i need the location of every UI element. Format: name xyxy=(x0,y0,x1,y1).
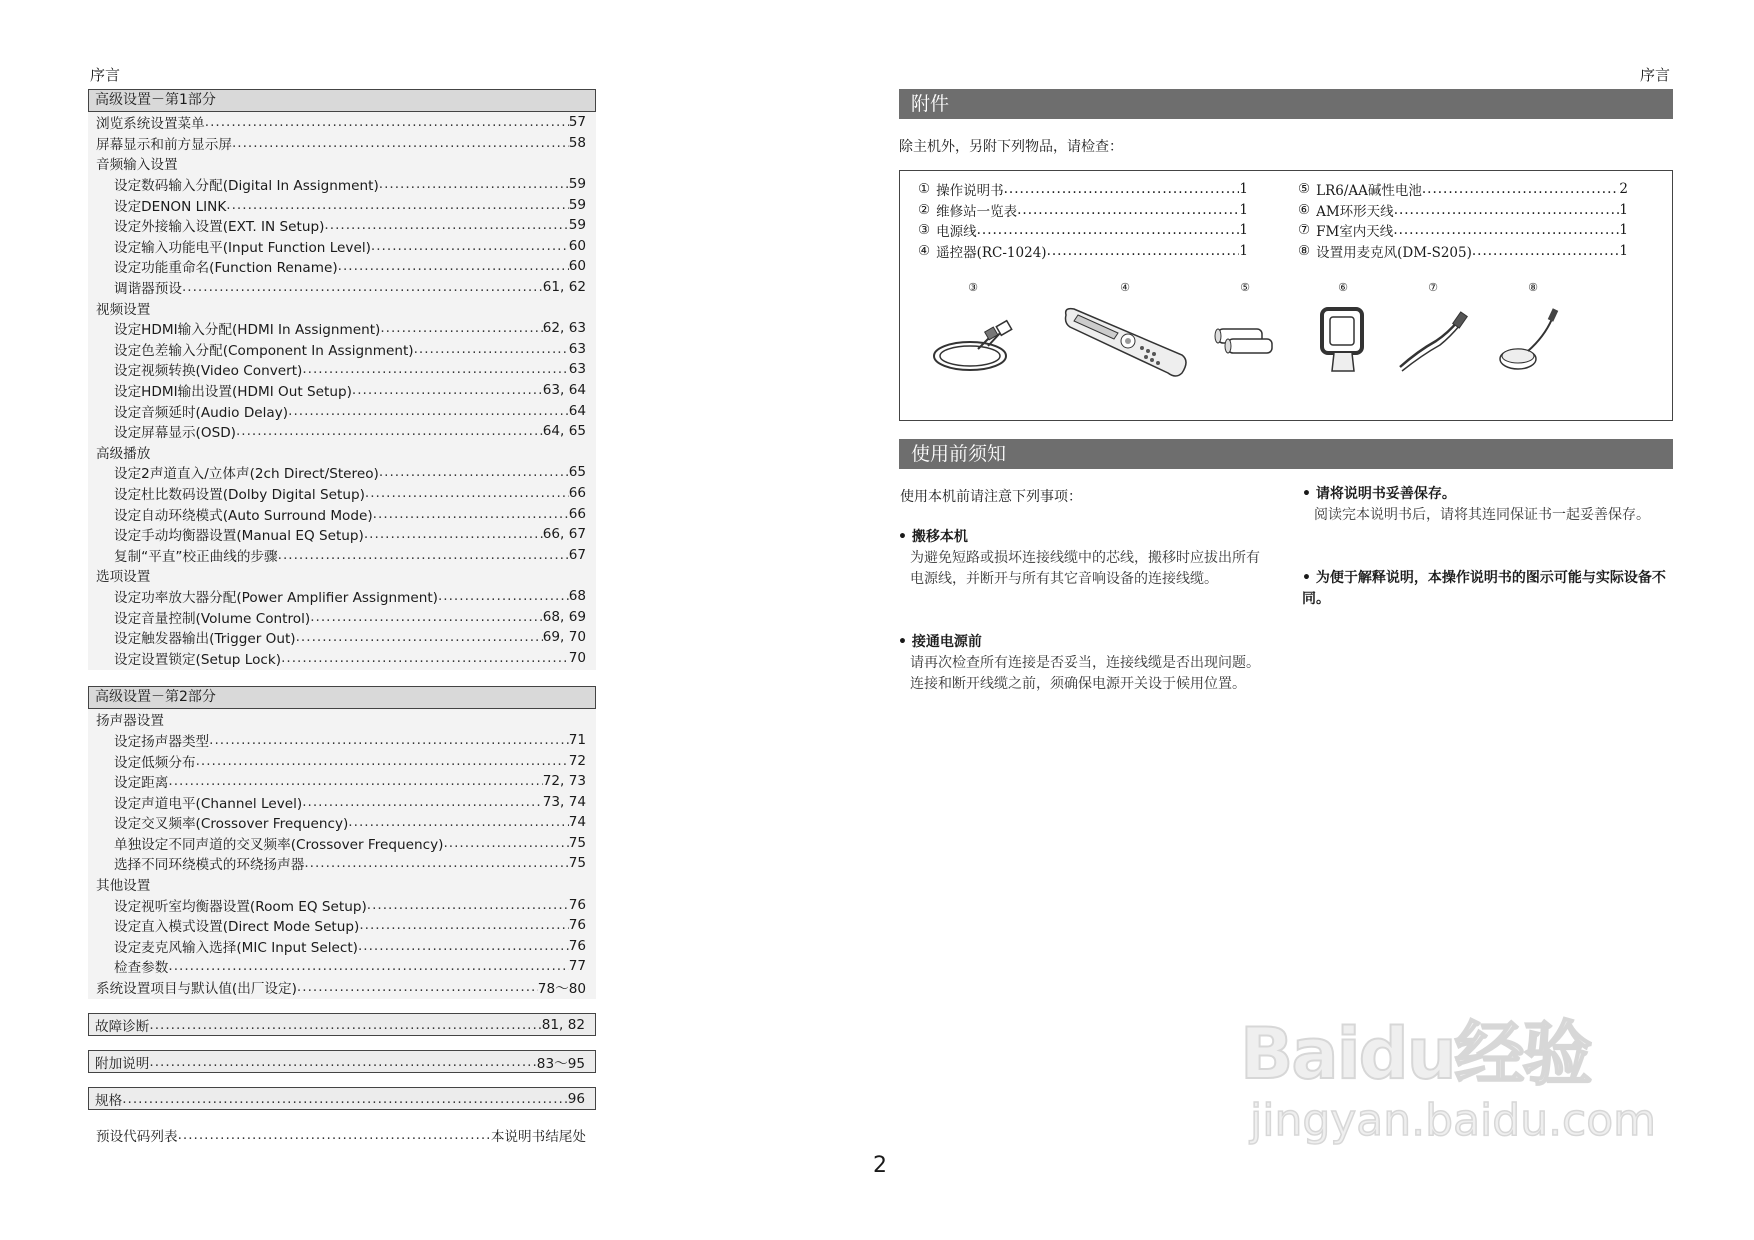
accessory-item xyxy=(1298,220,1628,241)
toc-entry-title: 设定设置锁定(Setup Lock) xyxy=(114,651,282,668)
accessories-list-right xyxy=(1298,179,1628,261)
toc-entry-page: 63 xyxy=(568,361,586,378)
toc-entry[interactable] xyxy=(88,586,596,607)
toc-entry-page: 67 xyxy=(568,546,586,563)
figure-label: ⑥ xyxy=(1338,281,1348,294)
toc-specs[interactable] xyxy=(88,1087,596,1110)
toc-entry-page: 63 xyxy=(568,340,586,357)
accessory-item xyxy=(1298,241,1628,262)
microphone-icon xyxy=(1488,301,1578,381)
toc-entry[interactable] xyxy=(88,256,596,277)
toc-entry[interactable] xyxy=(88,956,596,977)
toc-entry-page: 59 xyxy=(568,176,586,193)
toc-entry-page: 96 xyxy=(567,1090,585,1107)
accessories-intro: 除主机外，另附下列物品，请检查： xyxy=(899,139,1123,155)
toc-entry-page: 75 xyxy=(568,834,586,851)
toc-entry-title: 设定交叉频率(Crossover Frequency) xyxy=(114,816,349,833)
toc-entry-page: 59 xyxy=(568,196,586,213)
note-heading: • 搬移本机 xyxy=(898,527,1268,548)
toc-entry[interactable] xyxy=(88,730,596,751)
toc-entry-title: 调谐器预设 xyxy=(114,281,182,298)
toc-entry-title: 设定麦克风输入选择(MIC Input Select) xyxy=(114,939,358,956)
toc-entry-title: 设定HDMI输入分配(HDMI In Assignment) xyxy=(114,322,381,339)
toc-entry-title: 设定屏幕显示(OSD) xyxy=(114,425,236,442)
toc-entry-title: 高级播放 xyxy=(96,445,151,462)
toc-entry-title: 设定功能重命名(Function Rename) xyxy=(114,260,338,277)
toc-entry[interactable] xyxy=(88,133,596,154)
toc-entry-page: 64 xyxy=(568,402,586,419)
toc-entry-page: 74 xyxy=(568,814,586,831)
toc-entry[interactable] xyxy=(88,977,596,998)
accessory-name: LR6/AA碱性电池 xyxy=(1316,183,1422,200)
toc-entry-page: 70 xyxy=(568,649,586,666)
toc-entry[interactable] xyxy=(88,112,596,133)
toc-entry-title: 设定音频延时(Audio Delay) xyxy=(114,404,289,421)
toc-entry-title: 设定输入功能电平(Input Function Level) xyxy=(114,239,371,256)
toc-entry-page: 69, 70 xyxy=(542,629,586,646)
toc-entry-page: 63, 64 xyxy=(542,382,586,399)
toc-entry-title: 设定视听室均衡器设置(Room EQ Setup) xyxy=(114,898,367,915)
figure-power-cord xyxy=(928,281,1018,381)
accessory-quantity: 1 xyxy=(1619,222,1628,239)
toc-entry-title: 音频输入设置 xyxy=(96,157,178,174)
watermark-url: jingyan.baidu.com xyxy=(1250,1095,1657,1146)
note-illustrations xyxy=(1302,568,1672,610)
remote-control-icon xyxy=(1060,301,1190,381)
note-body: 为避免短路或损坏连接线缆中的芯线，搬移时应拔出所有电源线，并断开与所有其它音响设备的连接线缆。 xyxy=(910,550,1260,587)
accessory-name: 设置用麦克风(DM-S205) xyxy=(1316,244,1472,261)
accessory-number: ⑤ xyxy=(1298,181,1311,198)
toc-entry[interactable] xyxy=(88,853,596,874)
toc-entry-title: 设定视频转换(Video Convert) xyxy=(114,363,303,380)
toc-entry[interactable] xyxy=(88,936,596,957)
figure-fm-antenna xyxy=(1388,281,1478,381)
figure-label: ⑤ xyxy=(1240,281,1250,294)
toc-entry-title: 扬声器设置 xyxy=(96,713,164,730)
toc-entry-title: 设定触发器输出(Trigger Out) xyxy=(114,631,296,648)
am-loop-antenna-icon xyxy=(1298,301,1388,381)
toc-entry-title: 设定自动环绕模式(Auto Surround Mode) xyxy=(114,507,373,524)
toc-entry-page: 64, 65 xyxy=(542,423,586,440)
toc-part2-title: 高级设置－第2部分 xyxy=(88,686,596,709)
toc-entry-title: 复制“平直”校正曲线的步骤 xyxy=(114,548,278,565)
page-header-right: 序言 xyxy=(1640,66,1671,84)
precautions-intro: 使用本机前请注意下列事项： xyxy=(900,489,1082,505)
toc-entry[interactable] xyxy=(88,236,596,257)
toc-entry[interactable] xyxy=(88,627,596,648)
figure-label: ③ xyxy=(968,281,978,294)
toc-entry-title: 设定距离 xyxy=(114,775,169,792)
toc-entry-page: 73, 74 xyxy=(542,793,586,810)
toc-entry[interactable] xyxy=(88,647,596,668)
accessory-name: AM环形天线 xyxy=(1316,203,1394,220)
toc-entry-title: 设定杜比数码设置(Dolby Digital Setup) xyxy=(114,486,365,503)
precautions-heading: 使用前须知 xyxy=(899,439,1673,469)
toc-entry-page: 66 xyxy=(568,505,586,522)
toc-entry[interactable] xyxy=(88,812,596,833)
note-heading: • 接通电源前 xyxy=(898,632,1268,653)
accessory-number: ⑦ xyxy=(1298,222,1311,239)
toc-entry-title: 设定音量控制(Volume Control) xyxy=(114,610,311,627)
accessory-number: ① xyxy=(918,181,931,198)
note-body: 阅读完本说明书后，请将其连同保证书一起妥善保存。 xyxy=(1314,507,1650,523)
toc-entry[interactable] xyxy=(88,791,596,812)
toc-part1-title: 高级设置－第1部分 xyxy=(88,89,596,112)
toc-entry[interactable] xyxy=(88,544,596,565)
toc-entry[interactable] xyxy=(88,400,596,421)
toc-entry[interactable] xyxy=(88,894,596,915)
toc-entry-title: 设定低频分布 xyxy=(114,754,196,771)
accessory-quantity: 1 xyxy=(1239,222,1248,239)
note-body: 请再次检查所有连接是否妥当，连接线缆是否出现问题。连接和断开线缆之前，须确保电源开关设于候用位置。 xyxy=(910,655,1260,692)
toc-entry[interactable] xyxy=(88,421,596,442)
toc-entry-title: 故障诊断 xyxy=(95,1018,150,1035)
accessory-item xyxy=(1298,200,1628,221)
figure-batteries xyxy=(1200,281,1290,381)
note-moving-unit xyxy=(898,527,1268,590)
accessory-item xyxy=(918,179,1248,200)
page-header-left: 序言 xyxy=(90,66,121,84)
watermark xyxy=(1240,970,1660,1170)
toc-entry-page: 66, 67 xyxy=(542,526,586,543)
toc-entry-title: 检查参数 xyxy=(114,960,169,977)
accessory-name: 遥控器(RC-1024) xyxy=(936,244,1047,261)
toc-entry-page: 78～80 xyxy=(537,981,586,998)
toc-entry-title: 其他设置 xyxy=(96,878,151,895)
toc-entry-title: 设定2声道直入/立体声(2ch Direct/Stereo) xyxy=(114,466,379,483)
toc-entry-title: 设定外接输入设置(EXT. IN Setup) xyxy=(114,219,325,236)
accessory-item xyxy=(918,220,1248,241)
accessory-number: ⑧ xyxy=(1298,242,1311,259)
accessory-quantity: 2 xyxy=(1619,181,1628,198)
accessories-list-left xyxy=(918,179,1248,261)
accessory-name: FM室内天线 xyxy=(1316,224,1394,241)
batteries-icon xyxy=(1200,301,1290,381)
toc-entry-title: 预设代码列表 xyxy=(96,1129,178,1146)
toc-entry-page: 75 xyxy=(568,855,586,872)
toc-entry-title: 视频设置 xyxy=(96,301,151,318)
toc-category xyxy=(88,153,596,174)
note-before-power xyxy=(898,632,1268,695)
watermark-logo: Baidu经验 xyxy=(1240,1013,1591,1095)
toc-entry[interactable] xyxy=(88,339,596,360)
toc-category xyxy=(88,297,596,318)
toc-part1-list xyxy=(88,112,596,670)
toc-entry-page: 58 xyxy=(568,134,586,151)
toc-entry-page: 76 xyxy=(568,917,586,934)
toc-entry[interactable] xyxy=(88,503,596,524)
accessories-heading: 附件 xyxy=(899,89,1673,119)
toc-category xyxy=(88,565,596,586)
figure-remote-control xyxy=(1060,281,1190,381)
note-heading: • 为便于解释说明，本操作说明书的图示可能与实际设备不同。 xyxy=(1302,568,1672,610)
toc-entry[interactable] xyxy=(88,462,596,483)
toc-entry-page: 68, 69 xyxy=(542,608,586,625)
table-of-contents xyxy=(88,89,596,1146)
toc-entry-title: 系统设置项目与默认值(出厂设定) xyxy=(96,981,297,998)
toc-entry[interactable] xyxy=(88,277,596,298)
toc-entry[interactable] xyxy=(88,215,596,236)
toc-entry-page: 68 xyxy=(568,587,586,604)
toc-entry-page: 59 xyxy=(568,217,586,234)
toc-entry-page: 65 xyxy=(568,464,586,481)
toc-category xyxy=(88,709,596,730)
toc-entry[interactable] xyxy=(88,771,596,792)
note-keep-manual xyxy=(1302,484,1672,526)
toc-entry-page: 83～95 xyxy=(536,1055,585,1072)
toc-entry-title: 浏览系统设置菜单 xyxy=(96,116,205,133)
toc-entry[interactable] xyxy=(88,194,596,215)
toc-entry-page: 76 xyxy=(568,937,586,954)
toc-entry-title: 选项设置 xyxy=(96,569,151,586)
accessory-number: ④ xyxy=(918,242,931,259)
toc-entry[interactable] xyxy=(88,915,596,936)
toc-entry-title: 设定直入模式设置(Direct Mode Setup) xyxy=(114,919,360,936)
accessory-quantity: 1 xyxy=(1619,242,1628,259)
figure-microphone xyxy=(1488,281,1578,381)
toc-category xyxy=(88,442,596,463)
toc-troubleshooting[interactable] xyxy=(88,1013,596,1036)
accessory-number: ② xyxy=(918,201,931,218)
page-number: 2 xyxy=(873,1153,887,1178)
toc-entry-title: 设定手动均衡器设置(Manual EQ Setup) xyxy=(114,528,364,545)
toc-entry[interactable] xyxy=(88,318,596,339)
toc-entry-page: 62, 63 xyxy=(542,320,586,337)
toc-entry-page: 71 xyxy=(568,731,586,748)
toc-entry-page: 61, 62 xyxy=(542,279,586,296)
toc-entry-title: 设定扬声器类型 xyxy=(114,733,210,750)
toc-entry-title: 屏幕显示和前方显示屏 xyxy=(96,136,232,153)
toc-entry-title: 设定功率放大器分配(Power Amplifier Assignment) xyxy=(114,589,438,606)
toc-category xyxy=(88,874,596,895)
toc-appendix[interactable] xyxy=(88,1050,596,1073)
toc-entry-title: 设定色差输入分配(Component In Assignment) xyxy=(114,342,414,359)
figure-label: ④ xyxy=(1120,281,1130,294)
toc-part2-list xyxy=(88,709,596,999)
toc-entry-page: 57 xyxy=(568,114,586,131)
toc-entry[interactable] xyxy=(88,174,596,195)
accessory-number: ⑥ xyxy=(1298,201,1311,218)
power-cord-icon xyxy=(928,301,1018,381)
toc-entry-page: 76 xyxy=(568,896,586,913)
toc-entry-title: 设定数码输入分配(Digital In Assignment) xyxy=(114,178,379,195)
toc-preset-codes[interactable] xyxy=(88,1124,596,1146)
toc-entry-title: 设定DENON LINK xyxy=(114,198,227,215)
toc-entry-title: 附加说明 xyxy=(95,1055,150,1072)
toc-entry-title: 选择不同环绕模式的环绕扬声器 xyxy=(114,857,305,874)
accessory-quantity: 1 xyxy=(1619,201,1628,218)
accessory-name: 电源线 xyxy=(936,224,977,241)
toc-entry-page: 81, 82 xyxy=(541,1016,585,1033)
toc-entry-page: 本说明书结尾处 xyxy=(490,1129,586,1146)
toc-entry[interactable] xyxy=(88,524,596,545)
toc-entry-page: 72 xyxy=(568,752,586,769)
toc-entry-page: 60 xyxy=(568,258,586,275)
accessory-item xyxy=(918,241,1248,262)
note-heading: • 请将说明书妥善保存。 xyxy=(1302,484,1672,505)
accessory-name: 操作说明书 xyxy=(936,183,1004,200)
toc-entry-title: 规格 xyxy=(95,1092,123,1109)
toc-entry[interactable] xyxy=(88,380,596,401)
toc-entry[interactable] xyxy=(88,606,596,627)
toc-entry-page: 72, 73 xyxy=(542,773,586,790)
toc-entry-page: 77 xyxy=(568,958,586,975)
accessory-quantity: 1 xyxy=(1239,181,1248,198)
toc-entry-title: 设定HDMI输出设置(HDMI Out Setup) xyxy=(114,384,352,401)
toc-entry[interactable] xyxy=(88,833,596,854)
toc-entry[interactable] xyxy=(88,359,596,380)
fm-antenna-icon xyxy=(1388,301,1478,381)
accessory-quantity: 1 xyxy=(1239,242,1248,259)
toc-entry[interactable] xyxy=(88,750,596,771)
accessory-name: 维修站一览表 xyxy=(936,203,1018,220)
figure-am-antenna xyxy=(1298,281,1388,381)
accessories-box xyxy=(899,170,1673,421)
accessory-item xyxy=(918,200,1248,221)
toc-entry-title: 设定声道电平(Channel Level) xyxy=(114,795,303,812)
toc-entry-page: 66 xyxy=(568,484,586,501)
accessory-quantity: 1 xyxy=(1239,201,1248,218)
figure-label: ⑦ xyxy=(1428,281,1438,294)
toc-entry-page: 60 xyxy=(568,237,586,254)
toc-entry[interactable] xyxy=(88,483,596,504)
accessory-number: ③ xyxy=(918,222,931,239)
accessory-item xyxy=(1298,179,1628,200)
toc-entry-title: 单独设定不同声道的交叉频率(Crossover Frequency) xyxy=(114,836,444,853)
figure-label: ⑧ xyxy=(1528,281,1538,294)
